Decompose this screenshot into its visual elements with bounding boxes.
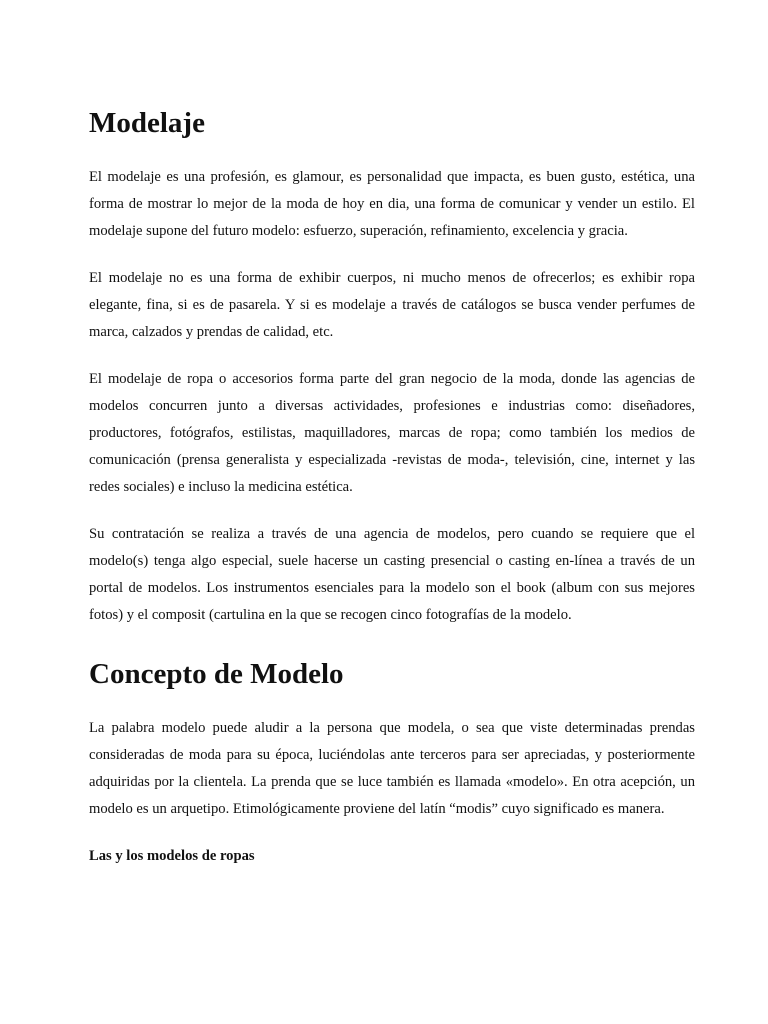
paragraph: El modelaje no es una forma de exhibir cuerpos, ni mucho menos de ofrecerlos; es exhibir ropa elegante, fina, si es de pasarela. Y si es modelaje a través de catálogos se busca vender perfumes de marca, calzados y prendas de calidad, etc. xyxy=(89,270,695,340)
paragraph: La palabra modelo puede aludir a la persona que modela, o sea que viste determinadas prendas consideradas de moda para su época, luciéndolas ante terceros para ser apreciadas, y posteriormente adquiridas por la clientela. La prenda que se luce también es llamada «modelo». En otra acepción, un modelo es un arquetipo. Etimológicamente proviene del latín “modis” cuyo significado es manera. xyxy=(89,720,695,817)
paragraph: El modelaje de ropa o accesorios forma parte del gran negocio de la moda, donde las agencias de modelos concurren junto a diversas actividades, profesiones e industrias como: diseñadores, productores, fotógrafos, estilistas, maquilladores, marcas de ropa; como también los medios de comunicación (prensa generalista y especializada -revistas de moda-, televisión, cine, internet y las redes sociales) e incluso la medicina estética. xyxy=(89,371,695,495)
paragraph: Su contratación se realiza a través de una agencia de modelos, pero cuando se requiere que el modelo(s) tenga algo especial, suele hacerse un casting presencial o casting en-línea a través de un portal de modelos. Los instrumentos esenciales para la modelo son el book (album con sus mejores fotos) y el composit (cartulina en la que se recogen cinco fotografías de la modelo. xyxy=(89,526,695,623)
section-title-concepto-de-modelo: Concepto de Modelo xyxy=(89,658,344,690)
paragraph: El modelaje es una profesión, es glamour, es personalidad que impacta, es buen gusto, estética, una forma de mostrar lo mejor de la moda de hoy en dia, una forma de comunicar y vender un estilo. El modelaje supone del futuro modelo: esfuerzo, superación, refinamiento, excelencia y gracia. xyxy=(89,169,695,239)
subheading: Las y los modelos de ropas xyxy=(89,848,255,864)
section-title-modelaje: Modelaje xyxy=(89,107,205,139)
